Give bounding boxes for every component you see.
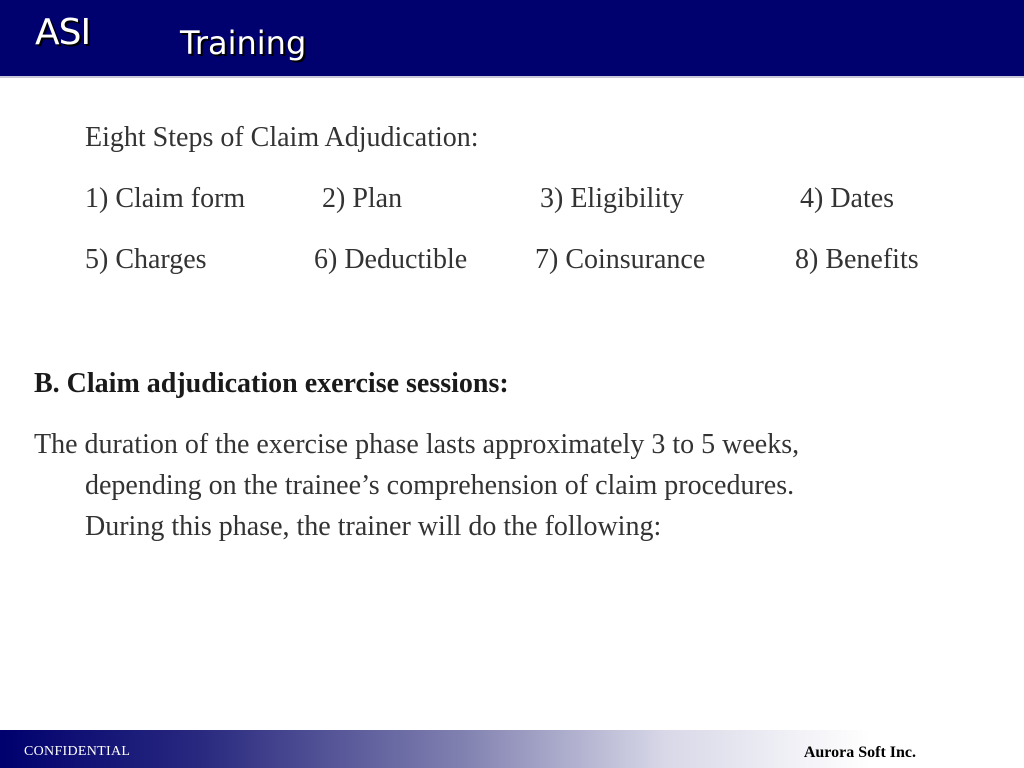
logo: ASI: [35, 12, 91, 53]
footer-bar: [0, 730, 1024, 768]
paragraph-line: The duration of the exercise phase lasts approximately 3 to 5 weeks,: [34, 429, 800, 460]
section-b-heading: B. Claim adjudication exercise sessions:: [34, 368, 509, 399]
step-item: 8) Benefits: [795, 244, 919, 275]
header-divider: [0, 76, 1024, 78]
company-name: Aurora Soft Inc.: [803, 744, 916, 761]
paragraph-line: During this phase, the trainer will do the following:: [85, 511, 662, 542]
step-item: 5) Charges: [85, 244, 207, 275]
confidential-label: CONFIDENTIAL: [24, 744, 131, 759]
step-item: 6) Deductible: [314, 244, 468, 275]
page-title: Training: [180, 24, 307, 62]
step-item: 2) Plan: [322, 183, 403, 214]
header-bar: [0, 0, 1024, 76]
steps-heading: Eight Steps of Claim Adjudication:: [85, 122, 479, 153]
step-item: 7) Coinsurance: [535, 244, 706, 275]
step-item: 4) Dates: [800, 183, 895, 214]
step-item: 1) Claim form: [85, 183, 246, 214]
step-item: 3) Eligibility: [540, 183, 684, 214]
paragraph-line: depending on the trainee’s comprehension of claim procedures.: [85, 470, 795, 501]
